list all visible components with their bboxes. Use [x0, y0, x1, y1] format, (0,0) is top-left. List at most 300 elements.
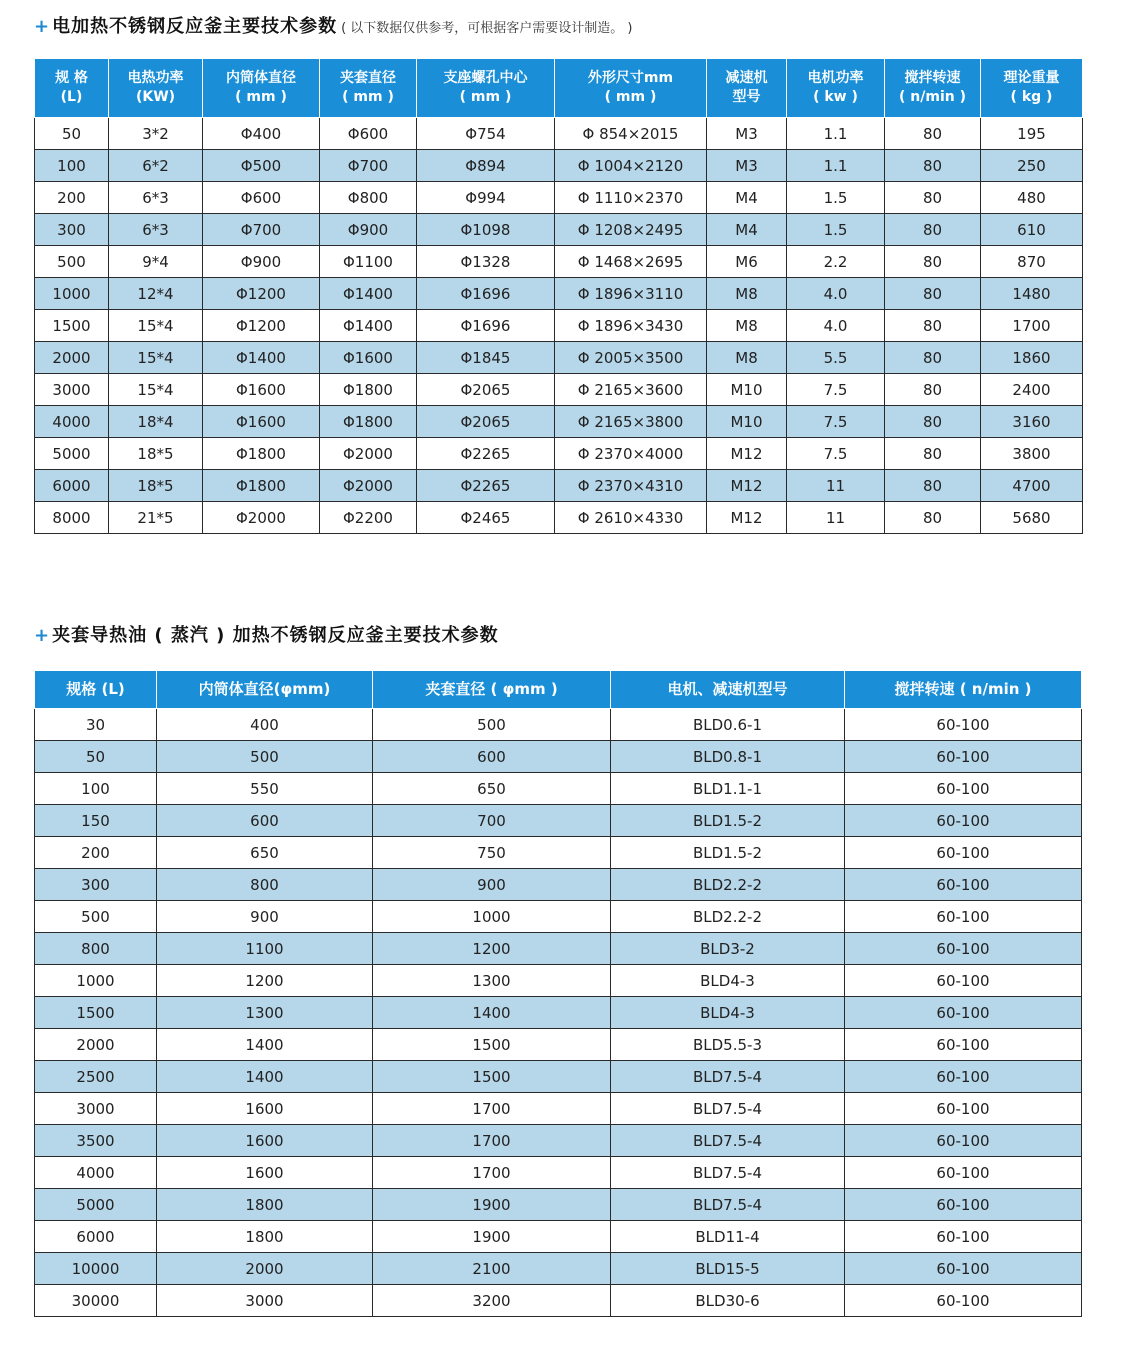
table-cell: 50	[35, 741, 157, 773]
table-cell: 2100	[373, 1253, 611, 1285]
table-cell: 80	[885, 470, 981, 502]
table-cell: Φ 1004×2120	[555, 150, 707, 182]
table-cell: 800	[157, 869, 373, 901]
section2-heading: 夹套导热油 ( 蒸汽 ) 加热不锈钢反应釜主要技术参数	[52, 625, 499, 646]
table-cell: 500	[373, 709, 611, 741]
column-header	[787, 59, 885, 118]
table-cell: 7.5	[787, 438, 885, 470]
table-cell: 80	[885, 310, 981, 342]
table-cell: 6*2	[109, 150, 203, 182]
table-cell: 195	[981, 118, 1083, 150]
table-cell: Φ2065	[417, 406, 555, 438]
table-cell: 80	[885, 118, 981, 150]
table-cell: Φ 854×2015	[555, 118, 707, 150]
table-cell: Φ700	[203, 214, 320, 246]
table-cell: Φ1400	[320, 278, 417, 310]
table-cell: Φ994	[417, 182, 555, 214]
table-cell: 60-100	[845, 901, 1082, 933]
table-row	[35, 406, 1083, 438]
column-header-line: ( kg )	[1010, 89, 1053, 105]
table-cell: 200	[35, 837, 157, 869]
table-cell: M8	[707, 278, 787, 310]
table-cell: 15*4	[109, 374, 203, 406]
table-row	[35, 1093, 1082, 1125]
table-cell: Φ2265	[417, 470, 555, 502]
table-cell: 1700	[981, 310, 1083, 342]
table-cell: 4.0	[787, 278, 885, 310]
table-cell: M10	[707, 406, 787, 438]
table-cell: BLD30-6	[611, 1285, 845, 1317]
table-cell: Φ 1896×3430	[555, 310, 707, 342]
table-cell: M8	[707, 310, 787, 342]
table-cell: Φ1696	[417, 278, 555, 310]
table-cell: 60-100	[845, 869, 1082, 901]
table-row	[35, 1029, 1082, 1061]
table-cell: 1600	[157, 1093, 373, 1125]
table-cell: 3000	[157, 1285, 373, 1317]
table-row	[35, 997, 1082, 1029]
table-header-row	[35, 59, 1083, 118]
table-row	[35, 278, 1083, 310]
table-cell: 60-100	[845, 1253, 1082, 1285]
table-cell: BLD7.5-4	[611, 1125, 845, 1157]
table-cell: 1900	[373, 1221, 611, 1253]
table-cell: Φ600	[203, 182, 320, 214]
table-cell: Φ1200	[203, 310, 320, 342]
table-row	[35, 374, 1083, 406]
table-cell: 1200	[157, 965, 373, 997]
table-row	[35, 965, 1082, 997]
table-cell: 10000	[35, 1253, 157, 1285]
table-header-row	[35, 671, 1082, 709]
table-cell: BLD4-3	[611, 965, 845, 997]
table-cell: 1400	[157, 1029, 373, 1061]
plus-icon: +	[34, 625, 51, 646]
table-cell: 1500	[373, 1061, 611, 1093]
table-cell: Φ900	[203, 246, 320, 278]
table-cell: 30000	[35, 1285, 157, 1317]
table-cell: Φ 1110×2370	[555, 182, 707, 214]
table-cell: 1200	[373, 933, 611, 965]
table-cell: 18*5	[109, 470, 203, 502]
table-cell: BLD15-5	[611, 1253, 845, 1285]
table-cell: 1800	[157, 1221, 373, 1253]
table-cell: Φ2465	[417, 502, 555, 534]
table-cell: BLD2.2-2	[611, 901, 845, 933]
table-cell: Φ2265	[417, 438, 555, 470]
table-cell: Φ2000	[203, 502, 320, 534]
table-cell: 80	[885, 182, 981, 214]
table-cell: 18*5	[109, 438, 203, 470]
table-row	[35, 773, 1082, 805]
table-cell: 21*5	[109, 502, 203, 534]
column-header	[417, 59, 555, 118]
table-cell: 1.5	[787, 182, 885, 214]
table-cell: M6	[707, 246, 787, 278]
table-cell: Φ1800	[320, 374, 417, 406]
table-cell: 80	[885, 438, 981, 470]
table-cell: Φ1600	[203, 374, 320, 406]
table-row	[35, 1285, 1082, 1317]
column-header-line: 理论重量	[1003, 70, 1060, 86]
jacket-heating-spec-table	[34, 670, 1082, 1317]
table-cell: 1480	[981, 278, 1083, 310]
column-header-line: ( mm )	[235, 89, 287, 105]
table-cell: 480	[981, 182, 1083, 214]
table-cell: M4	[707, 214, 787, 246]
table-row	[35, 805, 1082, 837]
column-header	[885, 59, 981, 118]
table-cell: 80	[885, 502, 981, 534]
table-cell: Φ1100	[320, 246, 417, 278]
column-header-line: 夹套直径	[340, 70, 396, 86]
column-header	[320, 59, 417, 118]
column-header-line: 内筒体直径	[226, 70, 296, 86]
table-cell: 4000	[35, 406, 109, 438]
table-cell: Φ1696	[417, 310, 555, 342]
table-cell: 15*4	[109, 310, 203, 342]
table-cell: 5000	[35, 438, 109, 470]
table-cell: 1300	[373, 965, 611, 997]
table-cell: 1300	[157, 997, 373, 1029]
table-cell: M3	[707, 118, 787, 150]
column-header-line: 搅拌转速	[904, 70, 961, 86]
table-cell: 100	[35, 773, 157, 805]
table-cell: 1500	[35, 997, 157, 1029]
table-cell: Φ1800	[320, 406, 417, 438]
table-cell: 3*2	[109, 118, 203, 150]
table-cell: 3500	[35, 1125, 157, 1157]
table-cell: Φ1400	[203, 342, 320, 374]
table-cell: 3200	[373, 1285, 611, 1317]
table-cell: 600	[157, 805, 373, 837]
column-header-line: 电机功率	[807, 70, 864, 86]
table-cell: 1860	[981, 342, 1083, 374]
table-cell: BLD0.8-1	[611, 741, 845, 773]
table-cell: Φ800	[320, 182, 417, 214]
table-cell: 11	[787, 502, 885, 534]
table-cell: Φ1845	[417, 342, 555, 374]
table-row	[35, 1125, 1082, 1157]
table-row	[35, 502, 1083, 534]
table-cell: 60-100	[845, 1029, 1082, 1061]
table-cell: Φ894	[417, 150, 555, 182]
table-cell: 500	[35, 901, 157, 933]
table-cell: 1.1	[787, 150, 885, 182]
column-header-line: 支座螺孔中心	[443, 70, 528, 86]
column-header-line: ( mm )	[459, 89, 512, 105]
table-row	[35, 1157, 1082, 1189]
table-cell: 60-100	[845, 1157, 1082, 1189]
table-cell: 2000	[35, 342, 109, 374]
table-cell: 3000	[35, 1093, 157, 1125]
plus-icon: +	[34, 16, 51, 37]
table-cell: 1400	[157, 1061, 373, 1093]
table-cell: 1800	[157, 1189, 373, 1221]
column-header: 搅拌转速 ( n/min )	[845, 671, 1082, 709]
table-cell: 300	[35, 214, 109, 246]
table-cell: 60-100	[845, 1093, 1082, 1125]
table-cell: 6*3	[109, 214, 203, 246]
column-header	[203, 59, 320, 118]
table-cell: Φ1600	[320, 342, 417, 374]
table-row	[35, 901, 1082, 933]
table-cell: BLD7.5-4	[611, 1061, 845, 1093]
table-cell: Φ500	[203, 150, 320, 182]
table-cell: 60-100	[845, 1125, 1082, 1157]
table-cell: 1.1	[787, 118, 885, 150]
column-header-line: (KW)	[135, 89, 176, 105]
table-row	[35, 1221, 1082, 1253]
table-cell: 250	[981, 150, 1083, 182]
table-cell: 6000	[35, 1221, 157, 1253]
table-row	[35, 869, 1082, 901]
column-header	[109, 59, 203, 118]
table-cell: 80	[885, 374, 981, 406]
table-cell: 1600	[157, 1125, 373, 1157]
table-cell: 7.5	[787, 406, 885, 438]
table-cell: 1000	[35, 278, 109, 310]
table-cell: Φ400	[203, 118, 320, 150]
table-cell: 1900	[373, 1189, 611, 1221]
table-cell: BLD11-4	[611, 1221, 845, 1253]
table-cell: 500	[35, 246, 109, 278]
table-cell: 15*4	[109, 342, 203, 374]
table-row	[35, 214, 1083, 246]
table-cell: Φ2000	[320, 438, 417, 470]
column-header-line: 电热功率	[127, 70, 184, 86]
table-cell: 4000	[35, 1157, 157, 1189]
column-header: 夹套直径 ( φmm )	[373, 671, 611, 709]
table-cell: BLD7.5-4	[611, 1189, 845, 1221]
column-header-line: ( n/min )	[899, 89, 966, 105]
column-header: 规格 (L)	[35, 671, 157, 709]
column-header-line: 减速机	[725, 70, 768, 86]
table-cell: Φ754	[417, 118, 555, 150]
table-row	[35, 933, 1082, 965]
table-cell: BLD4-3	[611, 997, 845, 1029]
table-cell: 1700	[373, 1125, 611, 1157]
table-cell: 1700	[373, 1157, 611, 1189]
table-cell: M10	[707, 374, 787, 406]
table-cell: 60-100	[845, 805, 1082, 837]
column-header-line: 规 格	[55, 70, 88, 86]
table-cell: 1600	[157, 1157, 373, 1189]
table-cell: 1700	[373, 1093, 611, 1125]
table-cell: 6*3	[109, 182, 203, 214]
table-cell: 60-100	[845, 1189, 1082, 1221]
table-cell: 1000	[373, 901, 611, 933]
table-cell: 650	[373, 773, 611, 805]
table-cell: Φ 1896×3110	[555, 278, 707, 310]
table-cell: 2400	[981, 374, 1083, 406]
table-cell: Φ1400	[320, 310, 417, 342]
table-cell: 6000	[35, 470, 109, 502]
table-cell: 8000	[35, 502, 109, 534]
table-cell: Φ900	[320, 214, 417, 246]
table-cell: 12*4	[109, 278, 203, 310]
section1-note: ( 以下数据仅供参考，可根据客户需要设计制造。 )	[341, 21, 633, 36]
table-row	[35, 709, 1082, 741]
table-cell: 1.5	[787, 214, 885, 246]
table-cell: M12	[707, 502, 787, 534]
table-cell: 870	[981, 246, 1083, 278]
table-cell: 1400	[373, 997, 611, 1029]
table-row	[35, 246, 1083, 278]
table-cell: BLD7.5-4	[611, 1157, 845, 1189]
table-cell: 5000	[35, 1189, 157, 1221]
table-cell: Φ2000	[320, 470, 417, 502]
table-cell: 4.0	[787, 310, 885, 342]
table-cell: 11	[787, 470, 885, 502]
table-row	[35, 470, 1083, 502]
table-cell: 2000	[35, 1029, 157, 1061]
table-cell: 80	[885, 278, 981, 310]
table-cell: 30	[35, 709, 157, 741]
table-cell: 150	[35, 805, 157, 837]
table-cell: 2.2	[787, 246, 885, 278]
table-row	[35, 118, 1083, 150]
table-cell: BLD5.5-3	[611, 1029, 845, 1061]
table-cell: 80	[885, 342, 981, 374]
table-cell: 3000	[35, 374, 109, 406]
table-cell: BLD2.2-2	[611, 869, 845, 901]
table-cell: BLD0.6-1	[611, 709, 845, 741]
table-cell: M12	[707, 438, 787, 470]
table-cell: Φ1600	[203, 406, 320, 438]
table-cell: 1500	[35, 310, 109, 342]
table-cell: 400	[157, 709, 373, 741]
table-row	[35, 1189, 1082, 1221]
column-header-line: ( mm )	[604, 89, 657, 105]
table-cell: 50	[35, 118, 109, 150]
table-cell: 60-100	[845, 933, 1082, 965]
table-cell: 700	[373, 805, 611, 837]
column-header: 内筒体直径(φmm)	[157, 671, 373, 709]
table-cell: 2500	[35, 1061, 157, 1093]
table-cell: 800	[35, 933, 157, 965]
table-cell: 4700	[981, 470, 1083, 502]
table-cell: 900	[373, 869, 611, 901]
table-cell: 550	[157, 773, 373, 805]
table-cell: M12	[707, 470, 787, 502]
table-cell: Φ1098	[417, 214, 555, 246]
table-cell: BLD7.5-4	[611, 1093, 845, 1125]
table-cell: BLD3-2	[611, 933, 845, 965]
table-cell: BLD1.5-2	[611, 837, 845, 869]
table-row	[35, 342, 1083, 374]
table-cell: Φ 2165×3800	[555, 406, 707, 438]
column-header-line: 型号	[732, 89, 761, 105]
table-cell: 3160	[981, 406, 1083, 438]
table-cell: 9*4	[109, 246, 203, 278]
table-cell: Φ 2165×3600	[555, 374, 707, 406]
table-cell: Φ 2370×4310	[555, 470, 707, 502]
table-cell: 2000	[157, 1253, 373, 1285]
table-cell: Φ 1468×2695	[555, 246, 707, 278]
table-row	[35, 1253, 1082, 1285]
section2-title	[34, 621, 499, 647]
table-cell: 60-100	[845, 709, 1082, 741]
table-cell: 60-100	[845, 837, 1082, 869]
table-cell: 200	[35, 182, 109, 214]
table-cell: 1100	[157, 933, 373, 965]
table-cell: Φ2200	[320, 502, 417, 534]
table-cell: Φ 1208×2495	[555, 214, 707, 246]
table-cell: BLD1.5-2	[611, 805, 845, 837]
table-cell: 7.5	[787, 374, 885, 406]
table-cell: 900	[157, 901, 373, 933]
table-row	[35, 741, 1082, 773]
table-cell: 1500	[373, 1029, 611, 1061]
table-cell: 80	[885, 406, 981, 438]
table-row	[35, 837, 1082, 869]
electric-heating-spec-table	[34, 58, 1083, 534]
table-cell: Φ2065	[417, 374, 555, 406]
table-cell: 60-100	[845, 1285, 1082, 1317]
table-cell: Φ1800	[203, 438, 320, 470]
table-cell: 18*4	[109, 406, 203, 438]
column-header	[981, 59, 1083, 118]
column-header-line: (L)	[60, 89, 83, 105]
table-cell: 60-100	[845, 741, 1082, 773]
column-header	[707, 59, 787, 118]
section1-title	[34, 12, 633, 38]
table-cell: 60-100	[845, 1061, 1082, 1093]
table-cell: 3800	[981, 438, 1083, 470]
table-cell: Φ 2005×3500	[555, 342, 707, 374]
table-row	[35, 438, 1083, 470]
column-header-line: 外形尺寸mm	[587, 70, 674, 86]
table-cell: BLD1.1-1	[611, 773, 845, 805]
table-cell: 80	[885, 246, 981, 278]
table-cell: 60-100	[845, 1221, 1082, 1253]
table-cell: 610	[981, 214, 1083, 246]
section1-heading: 电加热不锈钢反应釜主要技术参数	[52, 16, 338, 37]
column-header-line: ( mm )	[342, 89, 394, 105]
table-cell: M8	[707, 342, 787, 374]
table-cell: 1000	[35, 965, 157, 997]
table-cell: Φ 2610×4330	[555, 502, 707, 534]
table-cell: M3	[707, 150, 787, 182]
table-row	[35, 150, 1083, 182]
table-cell: 60-100	[845, 773, 1082, 805]
table-cell: 300	[35, 869, 157, 901]
column-header-line: ( kw )	[813, 89, 858, 105]
table-cell: Φ 2370×4000	[555, 438, 707, 470]
table-cell: Φ600	[320, 118, 417, 150]
table-cell: Φ1200	[203, 278, 320, 310]
table-cell: 60-100	[845, 965, 1082, 997]
table-cell: 650	[157, 837, 373, 869]
table-cell: Φ700	[320, 150, 417, 182]
table-cell: 600	[373, 741, 611, 773]
table-cell: 100	[35, 150, 109, 182]
column-header	[35, 59, 109, 118]
table-row	[35, 182, 1083, 214]
table-cell: 80	[885, 150, 981, 182]
table-cell: 5.5	[787, 342, 885, 374]
table-cell: Φ1800	[203, 470, 320, 502]
table-cell: M4	[707, 182, 787, 214]
table-cell: 60-100	[845, 997, 1082, 1029]
table-cell: 750	[373, 837, 611, 869]
column-header	[555, 59, 707, 118]
table-cell: 500	[157, 741, 373, 773]
table-row	[35, 1061, 1082, 1093]
table-cell: 80	[885, 214, 981, 246]
table-cell: Φ1328	[417, 246, 555, 278]
